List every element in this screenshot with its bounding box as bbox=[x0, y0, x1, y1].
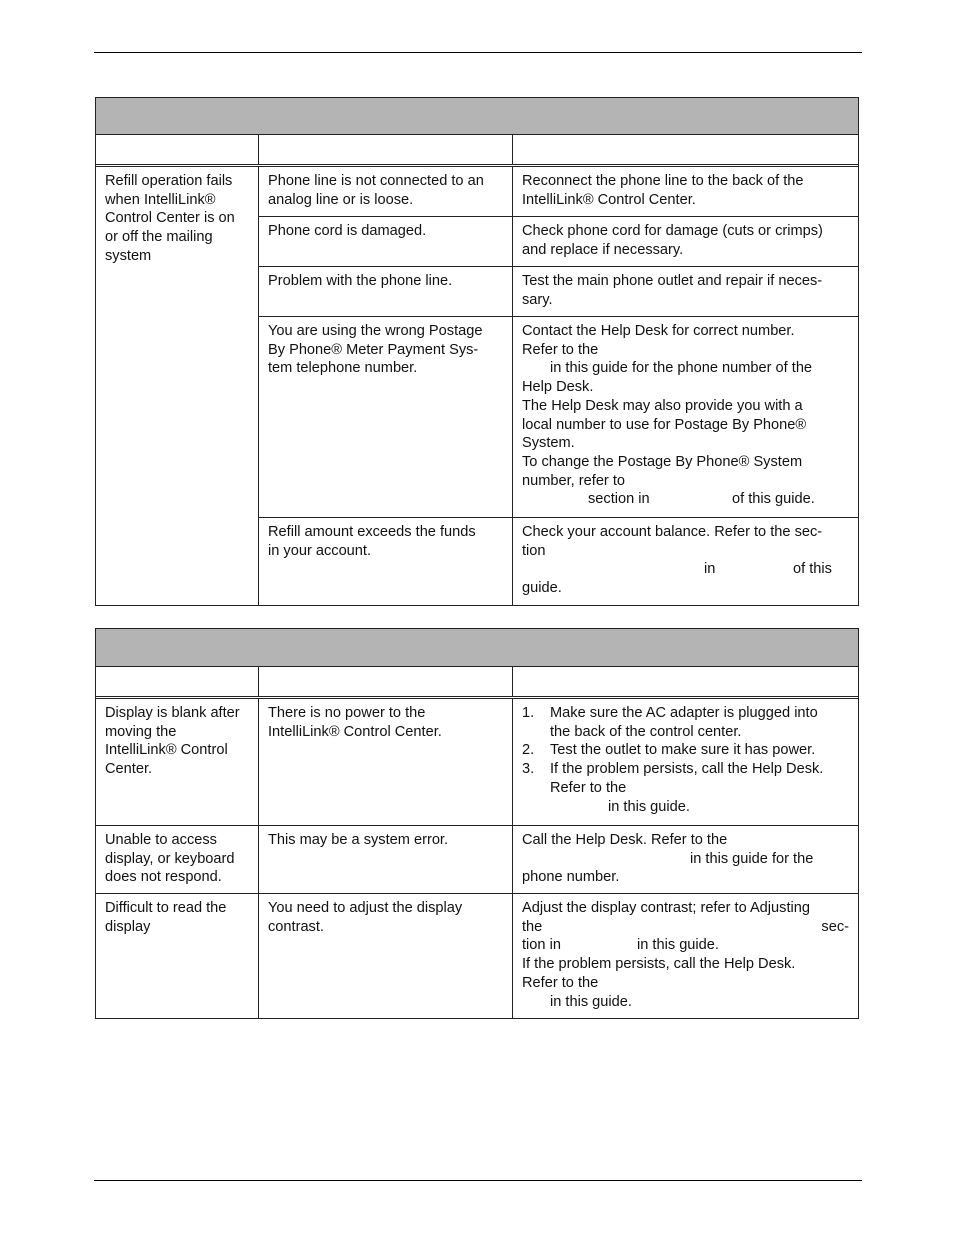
table-title-band bbox=[96, 98, 858, 135]
list-item: 3. If the problem persists, call the Help Desk. Refer to the in this guide. bbox=[522, 761, 824, 815]
solution-cell: Check phone cord for damage (cuts or crimps) and replace if necessary. bbox=[522, 223, 823, 258]
table-row bbox=[259, 317, 858, 518]
table-row bbox=[96, 826, 858, 894]
solution-cell: Test the main phone outlet and repair if neces- sary. bbox=[522, 273, 823, 308]
header-solution bbox=[513, 135, 858, 164]
troubleshooting-table-refill bbox=[95, 97, 859, 606]
header-solution bbox=[513, 667, 858, 696]
header-problem bbox=[96, 667, 259, 696]
solution-cell: Adjust the display contrast; refer to Adjusting the sec- tion in in this guide. If the problem persists, call the Help Desk. Refer to the in this guide. bbox=[522, 900, 849, 1010]
cause-cell: Refill amount exceeds the funds in your account. bbox=[259, 518, 513, 605]
cause-cell: Phone line is not connected to an analog line or is loose. bbox=[259, 167, 513, 216]
header-cause bbox=[259, 135, 513, 164]
solution-cell bbox=[513, 699, 858, 825]
problem-cell: Display is blank after moving the IntelliLink® Control Center. bbox=[96, 699, 259, 825]
table-header-row bbox=[96, 667, 858, 699]
cause-cell: This may be a system error. bbox=[259, 826, 513, 893]
problem-cell: Difficult to read the display bbox=[96, 894, 259, 1018]
solution-cell: Contact the Help Desk for correct number. Refer to the in this guide for the phone number of the Help Desk. The Help Desk may also provide you with a local number to use for Postage By Phone® System. To change the Postage By Phone® System number, refer to section in of this guide. bbox=[522, 323, 815, 508]
cause-cell: There is no power to the IntelliLink® Control Center. bbox=[259, 699, 513, 825]
header-rule bbox=[94, 52, 862, 53]
header-cause bbox=[259, 667, 513, 696]
list-item: 1. Make sure the AC adapter is plugged into the back of the control center. bbox=[522, 705, 818, 740]
table-header-row bbox=[96, 135, 858, 167]
solution-cell: Check your account balance. Refer to the sec- tion in of this guide. bbox=[522, 524, 832, 597]
cause-cell: You are using the wrong Postage By Phone® Meter Payment Sys- tem telephone number. bbox=[259, 317, 513, 517]
cause-cell: Phone cord is damaged. bbox=[259, 217, 513, 266]
cause-cell: You need to adjust the display contrast. bbox=[259, 894, 513, 1018]
table-row bbox=[96, 894, 858, 1018]
list-item: 2. Test the outlet to make sure it has power. bbox=[522, 742, 816, 759]
table-row bbox=[259, 167, 858, 217]
footer-rule bbox=[94, 1180, 862, 1181]
problem-cell: Refill operation fails when IntelliLink® Control Center is on or off the mailing system bbox=[96, 167, 259, 605]
header-problem bbox=[96, 135, 259, 164]
table-title-band bbox=[96, 629, 858, 667]
table-row bbox=[259, 267, 858, 317]
problem-cell: Unable to access display, or keyboard does not respond. bbox=[96, 826, 259, 893]
cause-cell: Problem with the phone line. bbox=[259, 267, 513, 316]
table-row bbox=[259, 518, 858, 605]
solution-cell: Reconnect the phone line to the back of the IntelliLink® Control Center. bbox=[522, 173, 804, 208]
table-row bbox=[96, 699, 858, 826]
troubleshooting-table-display bbox=[95, 628, 859, 1019]
table-row bbox=[259, 217, 858, 267]
solution-cell: Call the Help Desk. Refer to the in this guide for the phone number. bbox=[522, 832, 814, 886]
steps-list bbox=[522, 704, 849, 816]
